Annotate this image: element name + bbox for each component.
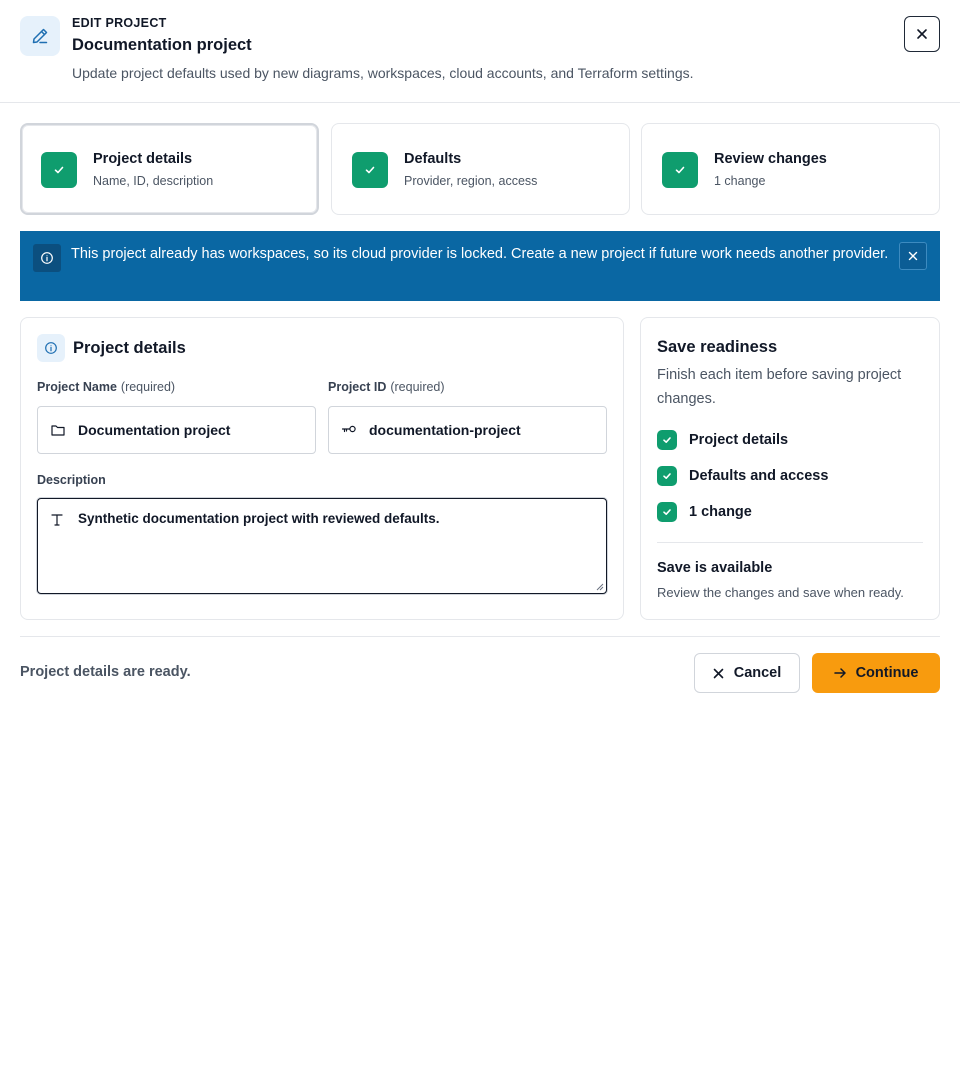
readiness-item (657, 430, 788, 450)
dialog-subtitle: Update project defaults used by new diagrams, workspaces, cloud accounts, and Terraform settings. (72, 65, 694, 81)
readiness-description: Finish each item before saving project changes. (657, 367, 902, 407)
project-details-card (20, 317, 624, 620)
provider-locked-banner (20, 231, 940, 301)
project-id-input[interactable] (328, 406, 607, 454)
cancel-label: Cancel (733, 665, 782, 681)
check-icon (41, 152, 77, 188)
check-icon (662, 152, 698, 188)
close-icon (908, 251, 918, 261)
info-icon (37, 334, 65, 362)
banner-message: This project already has workspaces, so its cloud provider is locked. Create a new project if future work needs another provider. (71, 246, 889, 262)
label-text: Project Name (37, 380, 117, 394)
readiness-item-label: Project details (689, 432, 789, 448)
project-id-value: documentation-project (369, 422, 521, 438)
project-name-input[interactable] (37, 406, 316, 454)
project-id-label (328, 380, 445, 394)
text-icon (50, 513, 64, 532)
divider (657, 542, 923, 543)
save-status-title: Save is available (657, 560, 773, 576)
description-value: Synthetic documentation project with reviewed defaults. (78, 511, 440, 526)
readiness-item (657, 466, 828, 486)
step-subtitle: Name, ID, description (93, 174, 214, 188)
dialog-header (0, 0, 960, 103)
readiness-item-label: Defaults and access (689, 468, 829, 484)
dialog-title: Documentation project (72, 36, 252, 54)
description-label: Description (37, 473, 106, 487)
check-icon (657, 502, 677, 522)
required-marker: (required) (390, 380, 445, 394)
folder-icon (38, 424, 78, 436)
continue-button[interactable] (812, 653, 940, 693)
project-name-label (37, 380, 175, 394)
readiness-item (657, 502, 752, 522)
dialog-eyebrow: EDIT PROJECT (72, 16, 167, 30)
check-icon (352, 152, 388, 188)
close-icon (713, 668, 724, 679)
step-title: Defaults (404, 151, 462, 167)
info-icon (33, 244, 61, 272)
close-icon (916, 28, 928, 40)
card-title: Project details (73, 339, 186, 357)
description-textarea[interactable] (37, 498, 607, 594)
pencil-icon (20, 16, 60, 56)
readiness-title: Save readiness (657, 338, 778, 356)
step-title: Review changes (714, 151, 827, 167)
check-icon (657, 466, 677, 486)
save-readiness-card (640, 317, 940, 620)
step-review-changes[interactable] (641, 123, 940, 215)
step-project-details[interactable] (20, 123, 319, 215)
step-defaults[interactable] (331, 123, 630, 215)
project-name-value: Documentation project (78, 422, 231, 438)
check-icon (657, 430, 677, 450)
cancel-button[interactable] (694, 653, 800, 693)
close-dialog-button[interactable] (904, 16, 940, 52)
step-subtitle: 1 change (714, 174, 766, 188)
dismiss-banner-button[interactable] (899, 242, 927, 270)
label-text: Project ID (328, 380, 387, 394)
step-subtitle: Provider, region, access (404, 174, 538, 188)
required-marker: (required) (120, 380, 176, 394)
arrow-right-icon (834, 668, 846, 678)
divider (20, 636, 940, 637)
readiness-item-label: 1 change (689, 504, 752, 520)
key-icon (329, 425, 369, 435)
step-title: Project details (93, 151, 193, 167)
footer-status: Project details are ready. (20, 664, 191, 680)
continue-label: Continue (855, 665, 919, 681)
save-status-note: Review the changes and save when ready. (657, 585, 904, 600)
resize-handle-icon[interactable] (596, 583, 604, 591)
